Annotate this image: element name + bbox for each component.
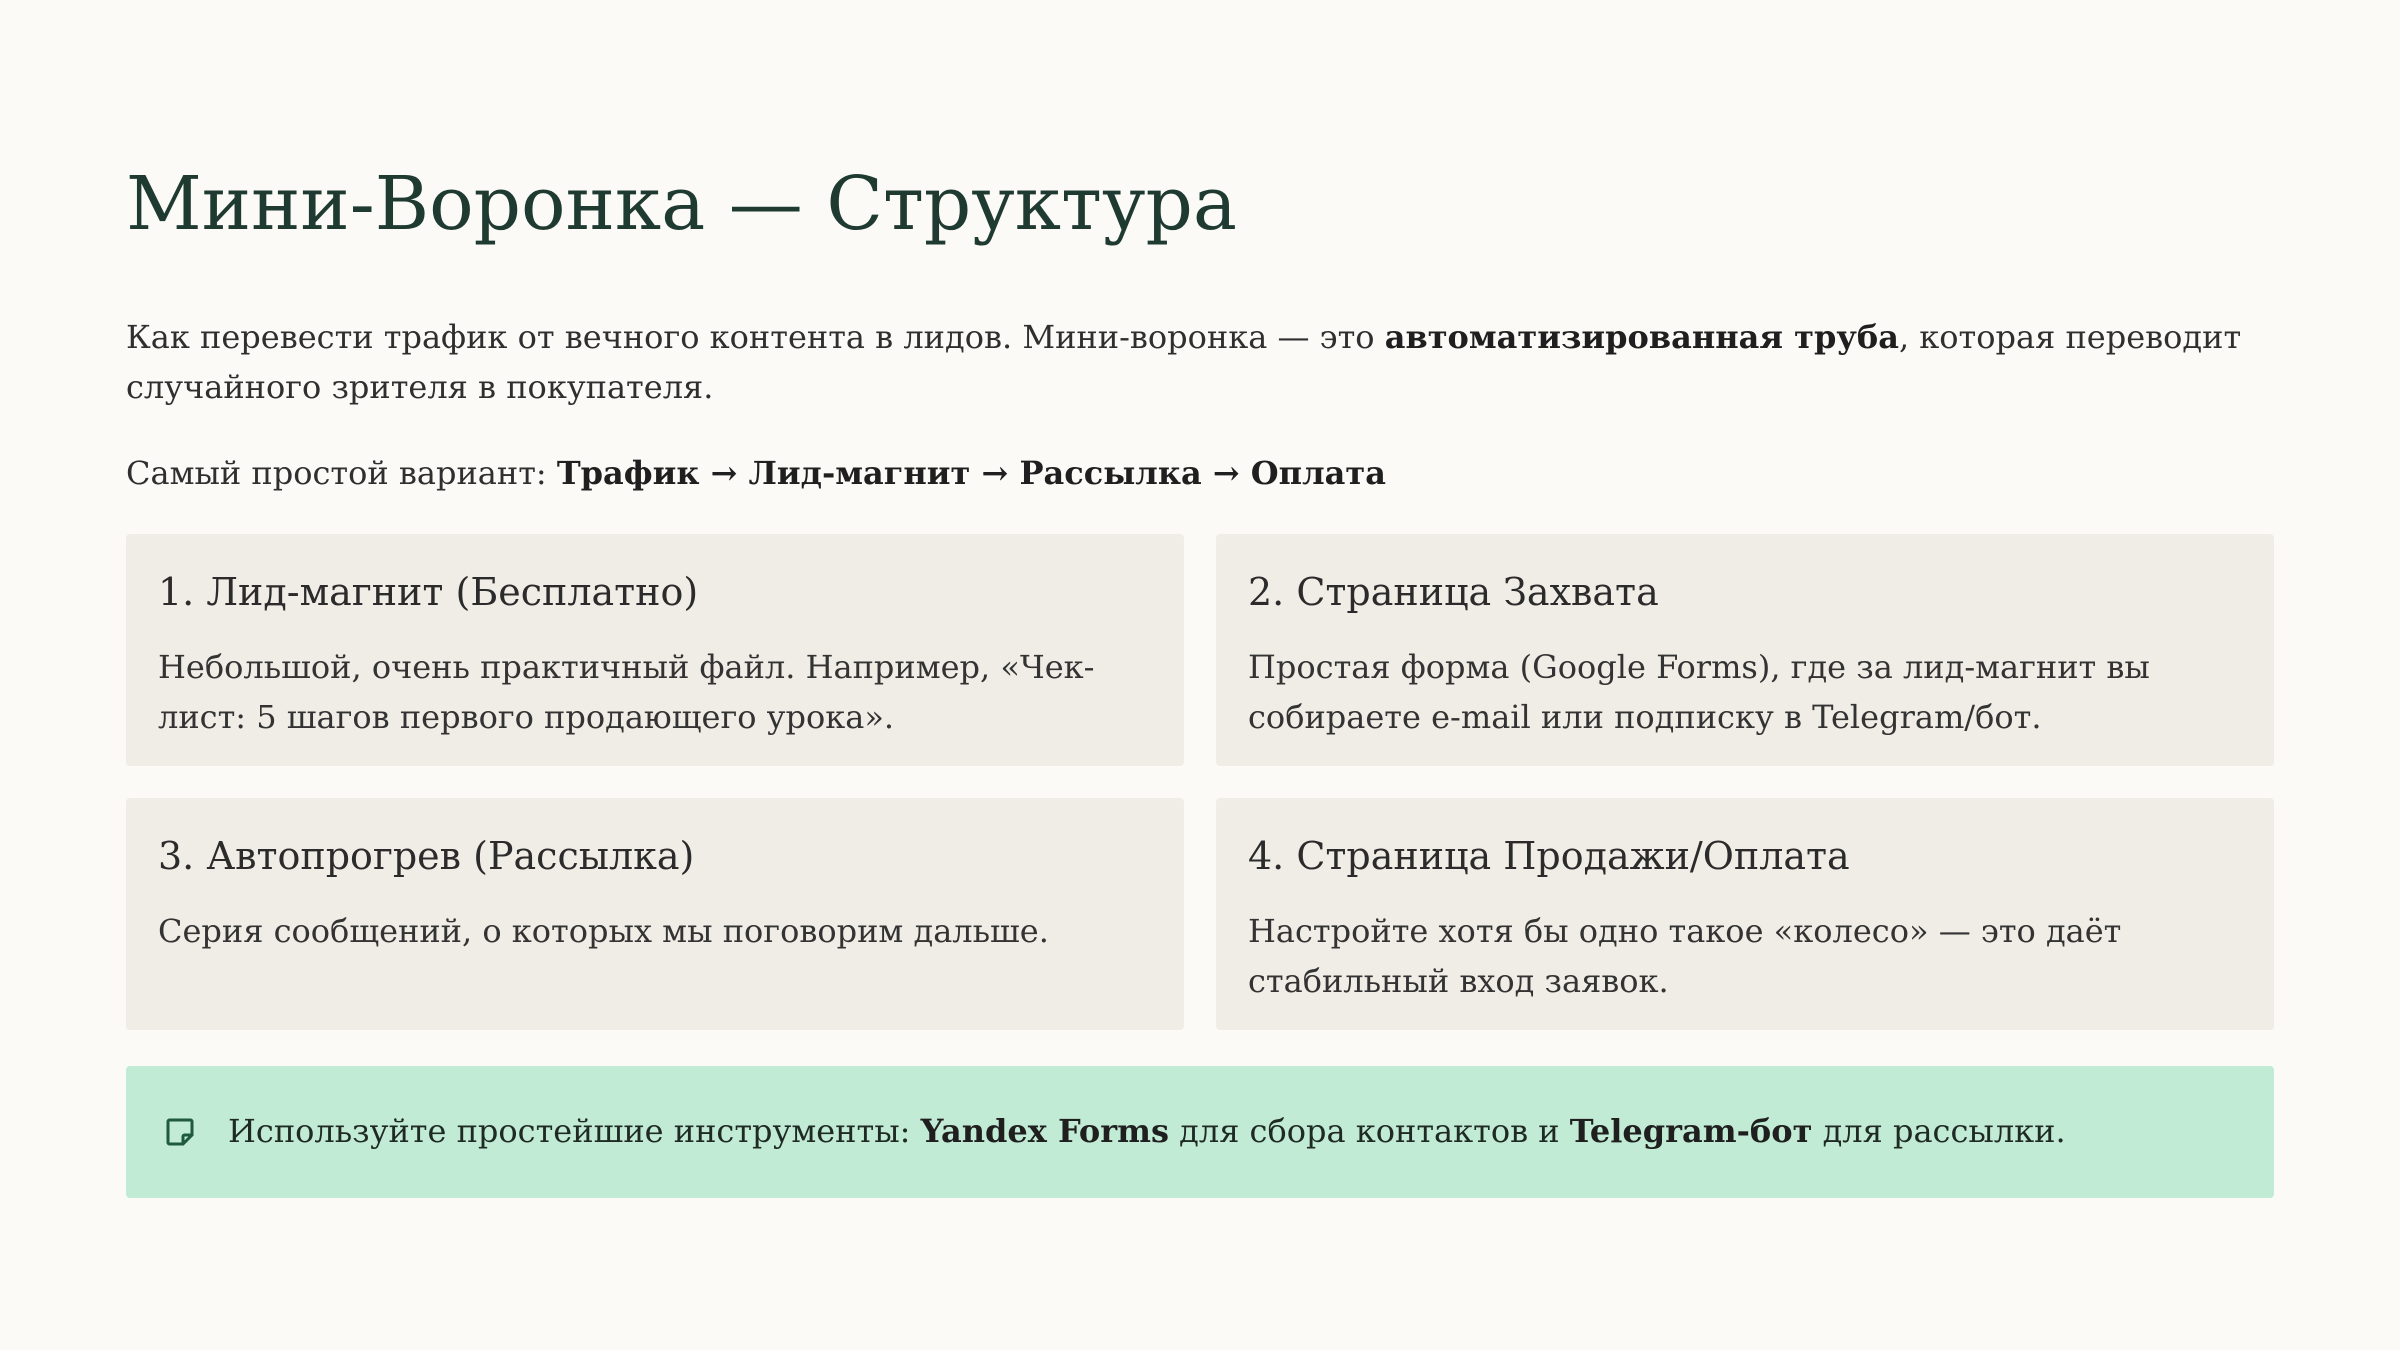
slide [126,0,2274,1350]
tip-bold-telegram: Telegram-бот [1569,1112,1813,1150]
page-title: Мини-Воронка — Структура [126,161,1238,247]
card-title: 4. Страница Продажи/Оплата [1248,834,1850,878]
tip-bold-yandex: Yandex Forms [920,1112,1169,1150]
tip-part1: Используйте простейшие инструменты: [228,1112,921,1150]
simplest-variant [126,448,2274,498]
card-text: Простая форма (Google Forms), где за лид-магнит вы собираете e-mail или подписку в Telegram/бот. [1248,648,2150,736]
card-sales-page [1216,798,2274,1030]
intro-bold: автоматизированная труба [1384,318,1899,356]
card-title: 1. Лид-магнит (Бесплатно) [158,570,699,614]
card-lead-magnet [126,534,1184,766]
card-text: Серия сообщений, о которых мы поговорим дальше. [158,912,1049,950]
intro-text-before: Как перевести трафик от вечного контента в лидов. Мини-воронка — это [126,318,1385,356]
card-capture-page [1216,534,2274,766]
note-icon [162,1114,198,1150]
funnel-flow: Трафик → Лид-магнит → Рассылка → Оплата [556,454,1386,492]
card-title: 3. Автопрогрев (Рассылка) [158,834,695,878]
intro-paragraph [126,312,2274,412]
intro-text-after: , которая переводит случайного зрителя в покупателя. [126,318,2242,406]
simplest-label: Самый простой вариант: [126,454,557,492]
card-title: 2. Страница Захвата [1248,570,1659,614]
tip-text [228,1106,2066,1156]
card-autowarmup [126,798,1184,1030]
card-text: Небольшой, очень практичный файл. Например, «Чек-лист: 5 шагов первого продающего урока». [158,648,1095,736]
tip-callout [126,1066,2274,1198]
tip-part3: для рассылки. [1812,1112,2066,1150]
card-text: Настройте хотя бы одно такое «колесо» — это даёт стабильный вход заявок. [1248,912,2122,1000]
tip-part2: для сбора контактов и [1168,1112,1570,1150]
